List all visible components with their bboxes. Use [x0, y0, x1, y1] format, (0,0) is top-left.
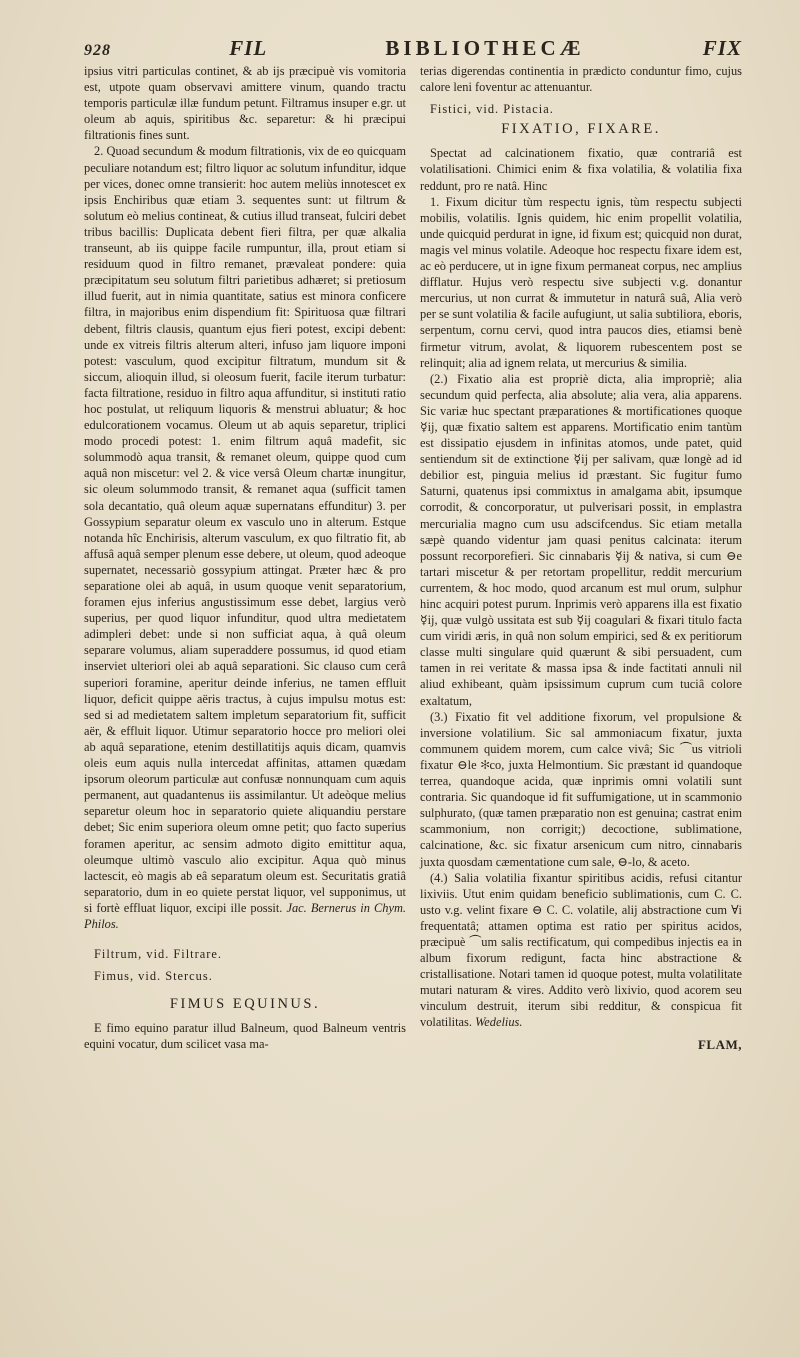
page-number: 928: [84, 42, 111, 59]
right-guide-word: FIX: [702, 36, 742, 60]
text-columns: [84, 63, 742, 1053]
paragraph: [420, 870, 742, 1031]
entry-heading: FIXATIO, FIXARE.: [501, 121, 661, 138]
paragraph: 1. Fixum dicitur tùm respectu ignis, tùm respectu subjecti mobilis, volatilis. Ignis quidem, hic enim propellit volatilia, unde quicquid perdurat in igne, id fixum est; quicquid non durat, magis vel minus volatile. Adeoque hoc respectu fixare idem est, ac eò perducere, ut in igne fixum permaneat corpus, nec amplius difflatur. Hujus verò respectu sive subjecti v.g. donantur mercurius, ut non currat & immutetur in naturâ suâ, Alia verò per se sunt volatilia & facile aufugiunt, ut salia subtiliora, eboris, serpentum, cornu cervi, quod intra paucos dies, etiamsi benè firmetur vitrum, avolat, & liquorem rubescentem post se relinquit; alia ad ignem relata, ut mercurius & similia.: [420, 194, 742, 370]
paragraph-text: 2. Quoad secundum & modum filtrationis, vix de eo quicquam peculiare notandum est; filtro liquor ac solutum infunditur, idque per vices, donec omne transierit: hoc autem meliùs innotescet ex ipsis Enchiribus quæ etiam 3. sequentes sunt: ut filtrum & solutum eò melius contineat, & cutius illud transeat, fulciri debet tribus bacillis: Duplicata debent fieri filtra, per quæ alkalia transeunt, ab iis quippe facile rumpuntur, illa, prout etiam si residuum quod in filtro remanet, prævaleat pondere: quia præcipitatum seu solutum filtri parietibus adhæret; si pretiosum illud fuerit, aut in nimia quantitate, satius est minora conficere filtra, in majoribus enim dispendium fit: Spirituosa quæ filtrari debent, filtris clausis, quantum ejus fieri potest, excipi debent: unde ex vitreis filtris alterum alteri, infuso jam liquore imponi potest: vasculum, quod excipitur filtratum, mundum sit & siccum, alioquin illud, si oleosum fuerit, facile iterum turbatur: facta filtratione, residuo in filtro aqua affunditur, si instituti ratio hoc postulat, ut reliquum liquoris & menstrui abluatur; & hoc edulcorationem vocamus. Oleum ut ab aquis separetur, triplici modo procedi potest: 1. enim filtrum aquâ madefit, sic solummodò aqua transit, & remanet oleum, quippe quod cum aquâ non miscetur: vel 2. & vice versâ Oleum chartæ inungitur, sic oleum solummodo transit, & remanet aqua (sufficit tamen sola decantatio, quâ oleum aquæ supernatans effunditur) 3. per Gossypium separatur oleum ex vasculo uno in alterum. Estque notanda hîc Enchirisis, alterum vasculum, ex quo filtratio fit, ab affusâ aquâ semper plenum esse debere, ut oleum, quod adeoque supernatet, necessariò gossypium attingat. Præter hæc & pro separatione olei ab aquâ, in usum quoque venit separatorium, foramen ejus inferius angustissimum esse debet, largius verò superius, per quod liquor infunditur, quod ultra medietatem adimpleri debet: unde si non sufficiat aqua, à quâ oleum separare volumus, aliam superaddere possumus, id quod etiam inserviet ulteriori olei ab aquâ separationi. Sic clauso cum cerâ superiori foramine, aperitur deinde inferius, ne tamen effluit liquor, deficit quippe aëris tractus, à cujus impulsu motus est: sed si ad medietatem saltem impletum separatorium fit, sufficit aër, & effluit liquor. Utimur separatorio hocce pro meliori olei ab aquâ separatione, etenim destillatitijs aquis dicam, quamvis oleis eum aquis nulla intercedat affinitas, attamen quædam ipsorum oleorum particulæ aut confusæ nonnunquam cum aquis permanent, aut quadantenus iis assimilantur. Ut adeòque melius separetur oleum hoc in separatorio quiete aliquandiu perstare debet; Sic enim superiora oleum omne petit; quo facto superius foramen aperitur, ac sensim admoto digito emittitur aqua, oleumque ultimò vasculo alio excipitur. Aqua quò minus lactescit, eò magis ab eâ separatum oleum est. Securitatis gratiâ separatorio, dum in eo quiete perstat liquor, vel supponimus, ut si fortè effluat liquor, excipi ille possit.: [84, 144, 406, 915]
paragraph: (3.) Fixatio fit vel additione fixorum, vel propulsione & inversione volatilium. Sic sal ammoniacum fixatur, juxta communem quidem morem, cum calce vivâ; Sic ⏜us vitrioli fixatur ⊖le ✻co, juxta Helmontium. Sic præstant id quandoque terrea, quandoque acida, quæ inprimis omni volatili sunt contraria. Sic quandoque id fit suffumigatione, ut in scammonio sulphurato, (quæ tamen præparatio non est genuina; castrat enim scammonium, non corrigit;) decoctione, sublimatione, calcinatione, &c. sic fixatur arsenicum cum nitro, cinnabaris juxta quosdam cæmentatione cum sale, ⊖-lo, & aceto.: [420, 709, 742, 869]
entry-heading: FIMUS EQUINUS.: [169, 996, 321, 1013]
cross-reference: Filtrum, vid. Filtrare.: [94, 947, 222, 962]
running-title: BIBLIOTHECÆ: [385, 36, 585, 60]
right-column: [420, 63, 742, 1053]
left-column: [84, 63, 406, 1053]
cross-reference: Fistici, vid. Pistacia.: [430, 102, 554, 117]
left-guide-word: FIL: [229, 36, 268, 60]
citation: Wedelius.: [475, 1015, 523, 1030]
paragraph-text: (4.) Salia volatilia fixantur spiritibus acidis, refusi citantur lixiviis. Utut enim quidam beneficio sublimationis, cum C. C. usto v.g. velint fixare ⊖ C. C. volatile, alij abstractione cum ∀i frequentatâ; attamen optima est ratio per spiritus acidos, præcipuè ⏜um salis rectificatum, qui compedibus injectis ea in album fixorum redigunt, facta hinc abstractione & cristallisatione. Notari tamen id quoque potest, multa volatilitate mutari naturam & vires. Addito verò lixivio, quod acorem seu vinculum destruit, iterum sibi redditur, & conspicua fit volatilitas.: [420, 870, 742, 1030]
citation: Jac. Bernerus in Chym. Philos.: [84, 900, 406, 931]
paragraph: terias digerendas continentia in prædicto conduntur fimo, cujus calore leni foventur ac attenuantur.: [420, 64, 742, 95]
paragraph: Spectat ad calcinationem fixatio, quæ contrariâ est volatilisationi. Chimici enim & fixa volatilia, & volatilia fixa reddunt, pro re natâ. Hinc: [420, 146, 742, 193]
paragraph: [84, 143, 406, 932]
running-head: [84, 36, 742, 61]
paragraph: ipsius vitri particulas continet, & ab ijs præcipuè vis vomitoria est, utpote quam observavi amittere vinum, quando tractu temporis particulæ illæ fundum petunt. Filtramus insuper e.gr. ut oleum ab aquis, spiritibus &c. separetur: & hi præcipui filtrationis fines sunt.: [84, 64, 406, 143]
paragraph: E fimo equino paratur illud Balneum, quod Balneum ventris equini vocatur, dum scilicet vasa ma-: [84, 1021, 406, 1052]
paragraph: (2.) Fixatio alia est propriè dicta, alia impropriè; alia secundum quid perfecta, alia absolute; alia vera, alia apparens. Sic variæ huc spectant præparationes & mortificationes quoque ☿ij, quæ fixatio saltem est apparens. Mortificatio enim tantùm est dissipatio ejusdem in infinitas atomos, unde patet, quid sentiendum sit de extinctione ☿ij per salivam, quæ longè ad id debilior est, pinguia melius id præstant. Sic fugitur fumo Saturni, quatenus ipsi commixtus in amalgama abit, ipsumque corrodit, & concorporatur, ut pulverisari possit, in emplastra mercurialia magno cum usu adscifcendus. Sic etiam metalla sæpè quando videntur jam quasi penitus calcinata: iterum possunt recorporefieri. Sic cinnabaris ☿ij & nativa, si cum ⊖e tartari miscetur & per retortam propellitur, reddit mercurium currentem, & hoc modo, quod arcanum est mul orum, sulphur hinc acquiri potest purum. Inprimis verò apparens illa est fixatio ☿ij, quæ vulgò ussitata est sub ☿ij coagulari & fixari titulo facta cum viridi æris, in quâ non solum empirici, sed & ex peritiorum classe multi singulare quid quærunt & sibi persuadent, cum tamen in rei veritate & massa ipsa & inde factitati annuli nil aliud exhibeant, quàm ipsissimum cuprum cum tuciâ colore exaltatum,: [420, 371, 742, 708]
catchword: FLAM,: [697, 1036, 742, 1052]
cross-reference: Fimus, vid. Stercus.: [94, 969, 213, 984]
